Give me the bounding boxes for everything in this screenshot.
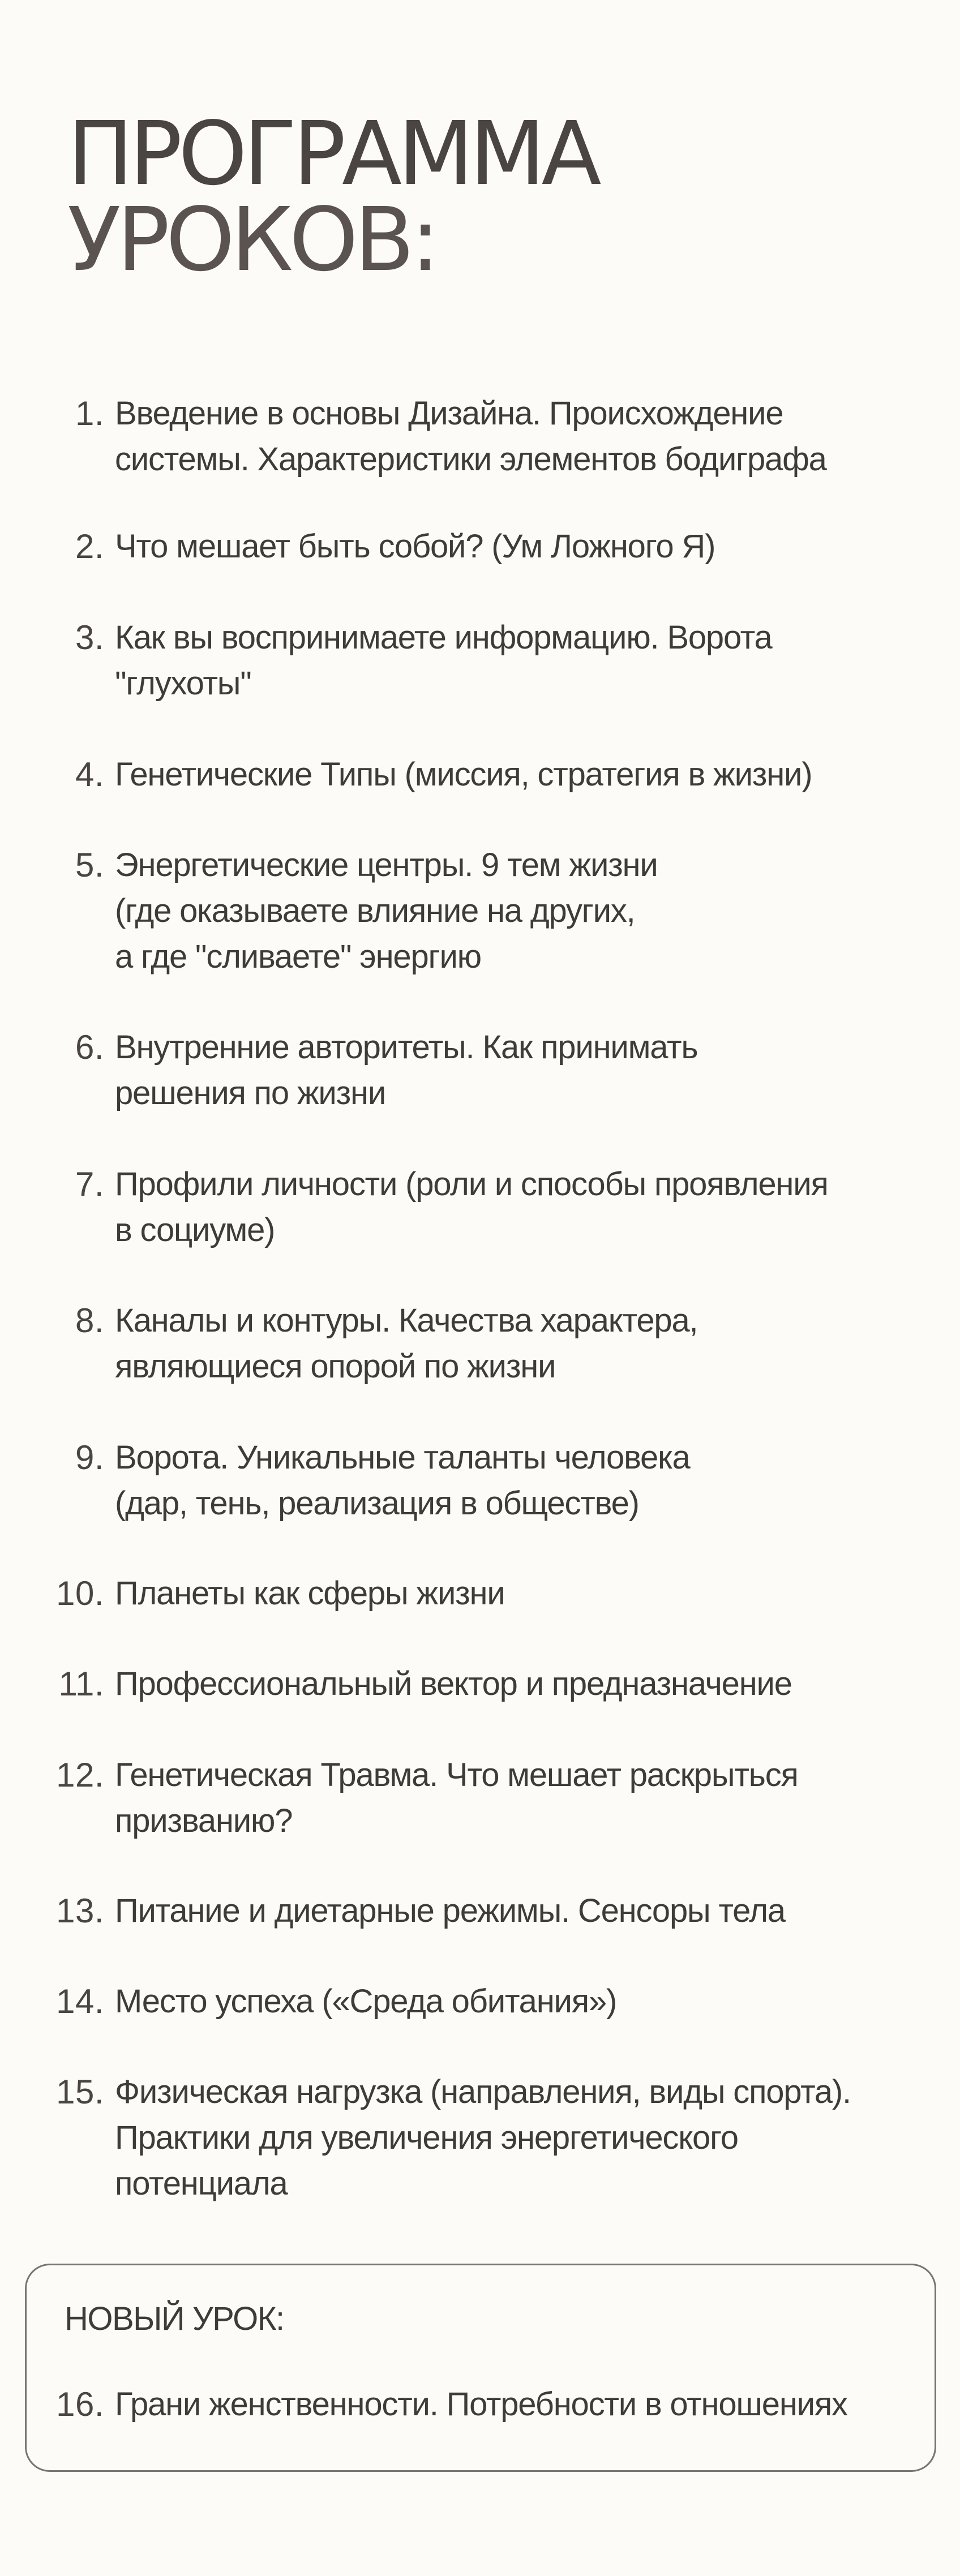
lesson-number: 2. <box>75 527 104 565</box>
list-item <box>0 2069 960 2206</box>
list-item <box>0 842 960 980</box>
lesson-title: Питание и диетарные режимы. Сенсоры тела <box>115 1892 785 1929</box>
lesson-title: Место успеха («Среда обитания») <box>115 1983 617 2020</box>
list-item <box>0 1661 960 1707</box>
lesson-number: 16. <box>56 2385 104 2423</box>
new-lesson-item <box>0 2381 960 2427</box>
list-item <box>0 615 960 706</box>
list-item <box>0 1888 960 1934</box>
lesson-number: 6. <box>75 1028 104 1066</box>
lesson-number: 13. <box>56 1892 104 1930</box>
lesson-title: Профессиональный вектор и предназначение <box>115 1665 792 1702</box>
lesson-title: Энергетические центры. 9 тем жизни (где оказываете влияние на других, а где "сливаете" энергию <box>115 847 658 975</box>
lesson-title: Ворота. Уникальные таланты человека (дар, тень, реализация в обществе) <box>115 1439 690 1522</box>
new-lesson-label: НОВЫЙ УРОК: <box>65 2300 284 2337</box>
list-item <box>0 1570 960 1616</box>
lesson-title: Генетическая Травма. Что мешает раскрыться призванию? <box>115 1757 798 1839</box>
list-item <box>0 390 960 482</box>
lesson-number: 12. <box>56 1756 104 1794</box>
lesson-title: Планеты как сферы жизни <box>115 1575 505 1612</box>
list-item <box>0 1298 960 1389</box>
list-item <box>0 1978 960 2024</box>
lesson-number: 14. <box>56 1982 104 2020</box>
lesson-title: Каналы и контуры. Качества характера, являющиеся опорой по жизни <box>115 1302 698 1385</box>
lesson-number: 1. <box>75 394 104 432</box>
lesson-number: 7. <box>75 1165 104 1203</box>
lesson-title: Введение в основы Дизайна. Происхождение системы. Характеристики элементов бодиграфа <box>115 395 826 478</box>
lesson-number: 8. <box>75 1302 104 1339</box>
page-title <box>67 102 598 291</box>
list-item <box>0 523 960 569</box>
lesson-number: 15. <box>56 2073 104 2111</box>
lesson-number: 3. <box>75 619 104 656</box>
lesson-number: 10. <box>56 1574 104 1612</box>
lesson-title: Грани женственности. Потребности в отношениях <box>115 2386 847 2423</box>
new-lesson-card <box>25 2264 936 2472</box>
title-line-2: УРОКОВ: <box>67 188 436 291</box>
lesson-title: Физическая нагрузка (направления, виды спорта). Практики для увеличения энергетического потенциала <box>115 2073 851 2202</box>
list-item <box>0 1161 960 1253</box>
lesson-number: 5. <box>75 846 104 884</box>
list-item <box>0 1024 960 1116</box>
lesson-title: Профили личности (роли и способы проявления в социуме) <box>115 1166 828 1248</box>
lesson-number: 4. <box>75 755 104 793</box>
list-item <box>0 1752 960 1844</box>
lesson-title: Внутренние авторитеты. Как принимать решения по жизни <box>115 1029 698 1111</box>
lesson-title: Как вы воспринимаете информацию. Ворота "глухоты" <box>115 619 772 702</box>
lesson-title: Что мешает быть собой? (Ум Ложного Я) <box>115 528 715 565</box>
list-item <box>0 752 960 797</box>
lesson-number: 11. <box>58 1665 104 1703</box>
list-item <box>0 1435 960 1526</box>
lesson-title: Генетические Типы (миссия, стратегия в жизни) <box>115 756 812 793</box>
title-line-1: ПРОГРАММА <box>67 102 598 205</box>
lesson-number: 9. <box>75 1439 104 1476</box>
